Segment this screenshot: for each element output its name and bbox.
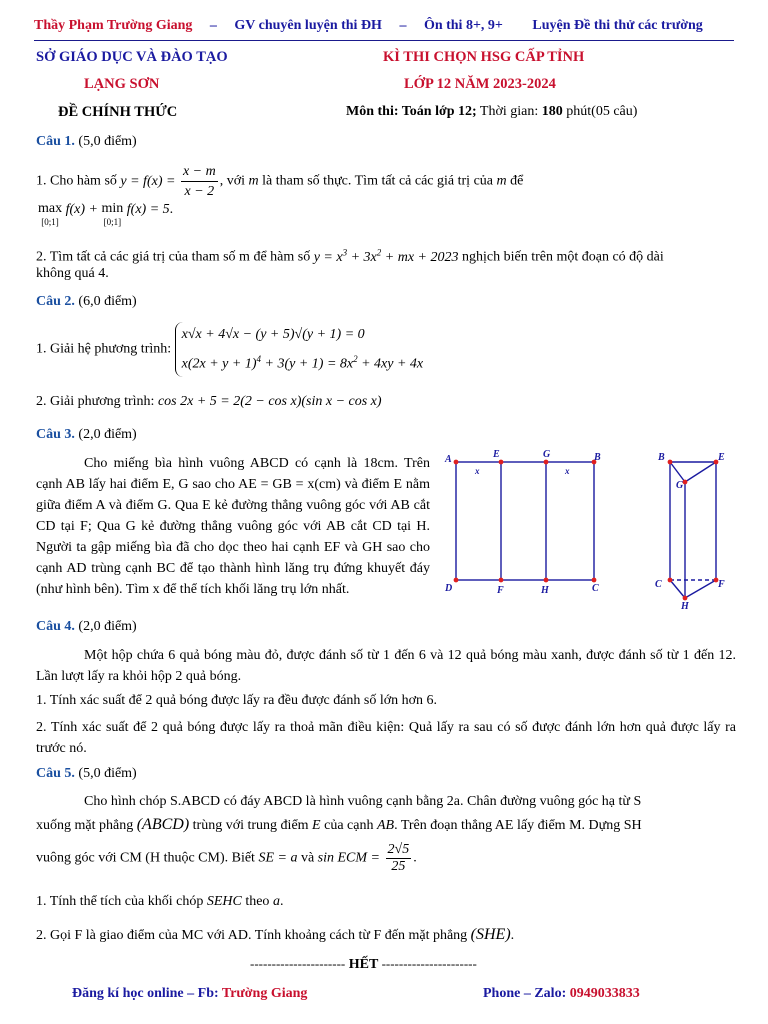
label-e: E [493, 449, 500, 460]
label-g: G [543, 449, 551, 460]
subject-line [346, 104, 637, 120]
q1-p1-a: 1. Cho hàm số [36, 173, 121, 189]
label-a: A [445, 454, 452, 465]
q4-part1: 1. Tính xác suất để 2 quả bóng được lấy ra đều được đánh số lớn hơn 6. [36, 693, 438, 708]
q5-line3: vuông góc với CM (H thuộc CM). Biết SE = a và sin ECM = $\frac{2√5}{25}$ . [36, 842, 417, 874]
q1-points: (5,0 điểm) [74, 134, 137, 149]
q5-l2d: . Trên đoạn thẳng AE lấy điểm M. Dựng SH [394, 818, 642, 833]
official-label: ĐỀ CHÍNH THỨC [58, 104, 178, 120]
label-c: C [592, 583, 599, 594]
q4-points: (2,0 điểm) [74, 619, 137, 634]
q5-line2: xuống mặt phẳng (ABCD) trùng với trung điểm E của cạnh AB. Trên đoạn thẳng AE lấy điểm M. Dựng SH [36, 816, 642, 833]
prism-label-h: H [681, 601, 689, 612]
q1-p2: 2. Tìm tất cả các giá trị của tham số m để hàm số [36, 249, 314, 265]
footer-phone-number[interactable]: 0949033833 [569, 986, 640, 1001]
q1-heading [36, 132, 137, 151]
q1-p1-d: để [506, 173, 524, 189]
prism-label-c: C [655, 579, 662, 590]
prism-label-f: F [718, 579, 725, 590]
q2-points: (6,0 điểm) [74, 294, 137, 309]
footer-register: Đăng kí học online – Fb: [72, 986, 222, 1001]
net-labels [444, 449, 601, 596]
net-points [454, 460, 597, 583]
q5-l2b: trùng với trung điểm [189, 818, 313, 833]
subject-label: Môn thi: Toán lớp 12; [346, 104, 477, 119]
time-label: Thời gian: [476, 104, 542, 119]
q4-intro: Một hộp chứa 6 quả bóng màu đỏ, được đánh số từ 1 đến 6 và 12 quả bóng màu xanh, được đánh số từ 1 đến 12. Lần lượt lấy ra khỏi hộp 2 quả bóng. [36, 648, 736, 684]
q5-l3b: và [297, 850, 318, 866]
label-h: H [541, 585, 549, 596]
end-dashes-left: ---------------------- [250, 956, 346, 971]
prism-label-g: G [676, 480, 684, 491]
q2-part1 [36, 322, 423, 377]
q3-title: Câu 3. [36, 427, 75, 442]
prism-label-b: B [658, 452, 665, 463]
q2-part2 [36, 392, 382, 411]
q3-heading [36, 425, 137, 444]
q5-p1b: theo [241, 894, 273, 909]
label-f: F [497, 585, 504, 596]
grade-year: LỚP 12 NĂM 2023-2024 [404, 76, 556, 92]
q4-heading [36, 617, 137, 636]
unfolded-net [456, 462, 594, 580]
q1-function: y = f(x) = $\frac{x - m}{x - 2}$ [120, 164, 216, 199]
q5-l3a: vuông góc với CM (H thuộc CM). Biết [36, 850, 259, 866]
prism-labels [655, 452, 725, 612]
header-bar [34, 18, 703, 34]
end-dashes-right: ---------------------- [381, 956, 477, 971]
q2-system: x√x + 4√x − (y + 5)√(y + 1) = 0 $x(2x + y + 1)^4 + 3(y + 1) = 8x^2 + 4xy + 4x$ [175, 322, 424, 377]
q2-title: Câu 2. [36, 294, 75, 309]
prism-label-e: E [718, 452, 725, 463]
header-divider [34, 40, 734, 41]
q1-p2-c: không quá 4. [36, 266, 109, 281]
footer-phone-label: Phone – Zalo: [483, 986, 570, 1001]
q5-heading [36, 764, 137, 783]
time-value: 180 [541, 104, 563, 119]
footer-fb-name[interactable]: Trường Giang [221, 986, 308, 1001]
header-sep1: – [209, 18, 217, 33]
label-x-right: x [565, 466, 570, 476]
q2-heading [36, 292, 137, 311]
q5-part2: 2. Gọi F là giao điểm của MC với AD. Tính khoảng cách từ F đến mặt phẳng (SHE). [36, 926, 515, 943]
label-x-left: x [475, 466, 480, 476]
q1-part2 [36, 243, 736, 267]
q3-points: (2,0 điểm) [74, 427, 137, 442]
q5-points: (5,0 điểm) [74, 766, 137, 781]
q1-p1-b: , với [219, 173, 249, 189]
q5-part1: 1. Tính thể tích của khối chóp SEHC theo a. [36, 894, 284, 909]
q1-title: Câu 1. [36, 134, 75, 149]
q5-p1a: 1. Tính thể tích của khối chóp [36, 894, 207, 909]
header-role: GV chuyên luyện thi ĐH [234, 18, 382, 33]
label-b: B [594, 452, 601, 463]
square-abcd [456, 462, 594, 580]
q5-line1: Cho hình chóp S.ABCD có đáy ABCD là hình vuông cạnh bằng 2a. Chân đường vuông góc hạ từ S [84, 794, 642, 809]
end-marker [250, 956, 477, 973]
q5-title: Câu 5. [36, 766, 75, 781]
end-label: HẾT [345, 957, 382, 972]
q3-text: Cho miếng bìa hình vuông ABCD có cạnh là 18cm. Trên cạnh AB lấy hai điểm E, G sao cho AE = GB = x(cm) và điểm E nằm giữa điểm A và điểm G. Qua E kẻ đường thẳng vuông góc với AB cắt CD tại F; Qua G kẻ đường thẳng vuông góc với AB cắt CD tại H. Người ta gập miếng bìa đã cho dọc theo hai cạnh EF và GH sao cho cạnh AD trùng cạnh BC để tạo thành hình lăng trụ đứng khuyết đáy (như hình bên). Tìm x để thể tích khối lăng trụ lớn nhất. [36, 456, 430, 597]
q1-p2-b: nghịch biến trên một đoạn có độ dài [458, 249, 664, 265]
q2-trig-eq: cos 2x + 5 = 2(2 − cos x)(sin x − cos x) [157, 394, 382, 409]
q1-cubic: $y = x^3 + 3x^2$ + mx + 2023 [313, 247, 459, 265]
header-teacher: Thầy Phạm Trường Giang [34, 18, 193, 33]
q1-p1-c: là tham số thực. Tìm tất cả các giá trị của [258, 173, 497, 189]
label-d: D [445, 583, 453, 594]
footer-left [72, 986, 307, 1002]
province-name: LẠNG SƠN [84, 76, 160, 92]
q1-part1: 1. Cho hàm số y = f(x) = $\frac{x - m}{x - 2}$ , với m là tham số thực. Tìm tất cả các giá trị của m để [36, 164, 524, 199]
dept-name: SỞ GIÁO DỤC VÀ ĐÀO TẠO [36, 49, 228, 65]
q5-l2c: của cạnh [320, 818, 377, 833]
q4-part2: 2. Tính xác suất để 2 quả bóng được lấy ra thoả mãn điều kiện: Quả lấy ra sau có số được đánh lớn hơn quả được lấy ra trước nó. [36, 720, 736, 756]
header-exam-prep: Ôn thi 8+, 9+ [423, 18, 503, 33]
exam-title: KÌ THI CHỌN HSG CẤP TỈNH [383, 49, 585, 65]
q5-p2a: 2. Gọi F là giao điểm của MC với AD. Tính khoảng cách từ F đến mặt phẳng [36, 928, 471, 943]
q1-maxmin: max [0;1] f(x) + min [0;1] f(x) = 5. [38, 201, 174, 227]
q2-p2: 2. Giải phương trình: [36, 394, 158, 409]
q4-title: Câu 4. [36, 619, 75, 634]
header-sep2: – [399, 18, 407, 33]
header-practice: Luyện Đề thi thử các trường [532, 18, 703, 33]
time-unit: phút(05 câu) [562, 104, 638, 119]
q2-p1: 1. Giải hệ phương trình: [36, 341, 175, 357]
footer-right [483, 986, 640, 1002]
prism-figure [440, 446, 736, 616]
q5-l2a: xuống mặt phẳng [36, 818, 137, 833]
